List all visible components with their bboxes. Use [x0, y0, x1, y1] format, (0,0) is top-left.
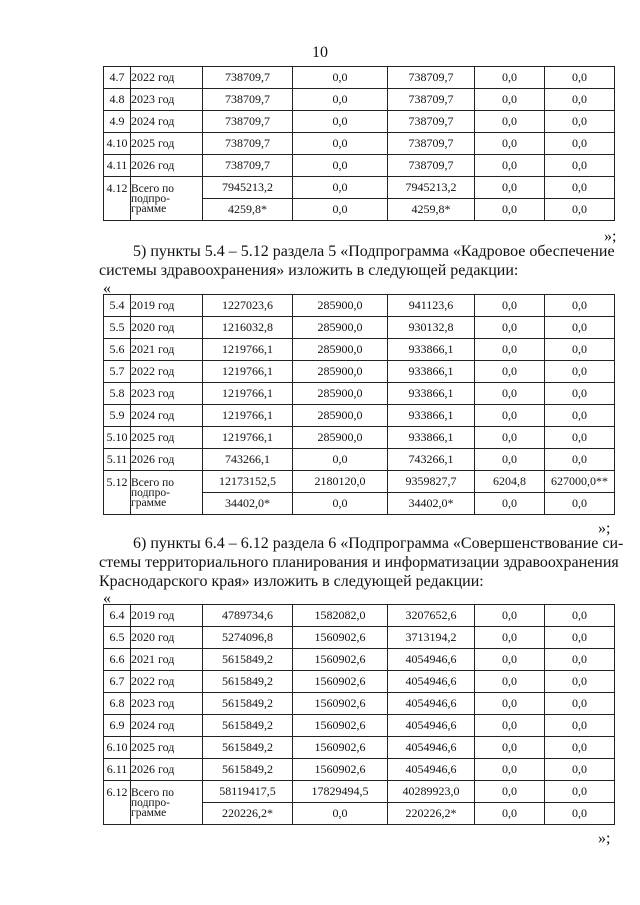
total-label: [131, 177, 203, 221]
value-cell: 0,0: [545, 89, 615, 111]
paragraph-line: системы здравоохранения» изложить в следующей редакции:: [99, 262, 519, 279]
row-number: 6.7: [104, 671, 131, 693]
value-cell: 0,0: [475, 339, 545, 361]
row-year: 2021 год: [131, 649, 203, 671]
value-cell: 5615849,2: [203, 715, 293, 737]
value-cell: 0,0: [475, 295, 545, 317]
value-cell: 0,0: [545, 605, 615, 627]
row-number: 6.6: [104, 649, 131, 671]
row-year: 2019 год: [131, 605, 203, 627]
total-value-cell: 0,0: [475, 803, 545, 825]
total-value-cell: 7945213,2: [388, 177, 475, 199]
value-cell: 933866,1: [388, 339, 475, 361]
value-cell: 0,0: [475, 759, 545, 781]
row-number: 6.10: [104, 737, 131, 759]
row-year: 2021 год: [131, 339, 203, 361]
closing-quote: »;: [604, 228, 617, 245]
table-body: [104, 67, 615, 221]
row-number: 5.7: [104, 361, 131, 383]
total-value-cell: 34402,0*: [203, 493, 293, 515]
value-cell: 1219766,1: [203, 405, 293, 427]
value-cell: 0,0: [545, 427, 615, 449]
value-cell: 0,0: [293, 111, 388, 133]
value-cell: 738709,7: [203, 111, 293, 133]
row-number: 5.9: [104, 405, 131, 427]
table-body: [104, 605, 615, 825]
total-value-cell: 0,0: [475, 177, 545, 199]
value-cell: 285900,0: [293, 317, 388, 339]
value-cell: 930132,8: [388, 317, 475, 339]
value-cell: 738709,7: [388, 111, 475, 133]
row-year: 2024 год: [131, 111, 203, 133]
total-label-line: подпро-: [131, 192, 170, 205]
value-cell: 0,0: [475, 449, 545, 471]
value-cell: 0,0: [293, 449, 388, 471]
row-number: 6.9: [104, 715, 131, 737]
value-cell: 0,0: [545, 361, 615, 383]
row-year: 2022 год: [131, 67, 203, 89]
value-cell: 0,0: [475, 133, 545, 155]
row-year: 2024 год: [131, 715, 203, 737]
total-value-cell: 34402,0*: [388, 493, 475, 515]
value-cell: 0,0: [475, 317, 545, 339]
paragraph-line: 6) пункты 6.4 – 6.12 раздела 6 «Подпрограмма «Совершенствование си-: [133, 535, 624, 552]
value-cell: 0,0: [475, 155, 545, 177]
value-cell: 4789734,6: [203, 605, 293, 627]
table-row: [104, 605, 615, 627]
row-number: 4.12: [104, 177, 131, 221]
table-row: [104, 111, 615, 133]
value-cell: 933866,1: [388, 405, 475, 427]
table-row: [104, 671, 615, 693]
value-cell: 0,0: [545, 671, 615, 693]
value-cell: 0,0: [545, 133, 615, 155]
table-row: [104, 427, 615, 449]
value-cell: 0,0: [475, 605, 545, 627]
row-number: 5.8: [104, 383, 131, 405]
row-number: 6.5: [104, 627, 131, 649]
value-cell: 0,0: [475, 427, 545, 449]
value-cell: 0,0: [475, 649, 545, 671]
total-value-cell: 0,0: [475, 781, 545, 803]
value-cell: 738709,7: [203, 155, 293, 177]
row-number: 5.6: [104, 339, 131, 361]
value-cell: 1582082,0: [293, 605, 388, 627]
total-value-cell: 12173152,5: [203, 471, 293, 493]
value-cell: 0,0: [545, 339, 615, 361]
value-cell: 0,0: [545, 155, 615, 177]
value-cell: 1219766,1: [203, 383, 293, 405]
value-cell: 738709,7: [203, 67, 293, 89]
value-cell: 0,0: [545, 405, 615, 427]
total-value-cell: 0,0: [293, 177, 388, 199]
value-cell: 0,0: [545, 111, 615, 133]
row-year: 2020 год: [131, 627, 203, 649]
row-number: 6.4: [104, 605, 131, 627]
paragraph-item-5: [99, 242, 614, 280]
total-value-cell: 40289923,0: [388, 781, 475, 803]
row-year: 2025 год: [131, 427, 203, 449]
table-row: [104, 649, 615, 671]
value-cell: 3713194,2: [388, 627, 475, 649]
total-value-cell: 0,0: [293, 493, 388, 515]
total-label: [131, 781, 203, 825]
value-cell: 5615849,2: [203, 649, 293, 671]
row-year: 2019 год: [131, 295, 203, 317]
total-value-cell: 627000,0**: [545, 471, 615, 493]
table-row: [104, 737, 615, 759]
total-label-line: Всего по: [131, 786, 174, 799]
total-value-cell: 7945213,2: [203, 177, 293, 199]
table-row: [104, 295, 615, 317]
table-row: [104, 317, 615, 339]
closing-quote: »;: [598, 520, 611, 537]
value-cell: 738709,7: [388, 89, 475, 111]
value-cell: 285900,0: [293, 383, 388, 405]
total-value-cell: 220226,2*: [203, 803, 293, 825]
value-cell: 5615849,2: [203, 671, 293, 693]
total-label-line: подпро-: [131, 796, 170, 809]
total-label-line: грамме: [131, 806, 167, 819]
table-row: [104, 449, 615, 471]
value-cell: 4054946,6: [388, 693, 475, 715]
row-year: 2026 год: [131, 449, 203, 471]
row-number: 4.8: [104, 89, 131, 111]
value-cell: 0,0: [293, 67, 388, 89]
value-cell: 738709,7: [388, 67, 475, 89]
value-cell: 285900,0: [293, 361, 388, 383]
row-year: 2025 год: [131, 133, 203, 155]
value-cell: 0,0: [545, 317, 615, 339]
value-cell: 0,0: [545, 383, 615, 405]
total-value-cell: 9359827,7: [388, 471, 475, 493]
total-value-cell: 0,0: [545, 781, 615, 803]
value-cell: 4054946,6: [388, 715, 475, 737]
value-cell: 0,0: [545, 449, 615, 471]
value-cell: 1560902,6: [293, 671, 388, 693]
total-value-cell: 58119417,5: [203, 781, 293, 803]
row-number: 5.5: [104, 317, 131, 339]
value-cell: 4054946,6: [388, 759, 475, 781]
value-cell: 5615849,2: [203, 693, 293, 715]
value-cell: 1219766,1: [203, 339, 293, 361]
total-value-cell: 0,0: [475, 493, 545, 515]
value-cell: 0,0: [293, 133, 388, 155]
value-cell: 743266,1: [388, 449, 475, 471]
value-cell: 0,0: [545, 737, 615, 759]
total-value-cell: 17829494,5: [293, 781, 388, 803]
row-year: 2020 год: [131, 317, 203, 339]
value-cell: 0,0: [475, 405, 545, 427]
value-cell: 0,0: [475, 715, 545, 737]
table-program-4: [103, 66, 615, 221]
table-row: [104, 155, 615, 177]
table-row: [104, 383, 615, 405]
value-cell: 1560902,6: [293, 627, 388, 649]
total-value-cell: 0,0: [545, 199, 615, 221]
closing-quote: »;: [598, 830, 611, 847]
total-label-line: подпро-: [131, 486, 170, 499]
total-value-cell: 0,0: [293, 803, 388, 825]
total-value-cell: 4259,8*: [203, 199, 293, 221]
value-cell: 1219766,1: [203, 361, 293, 383]
value-cell: 1560902,6: [293, 737, 388, 759]
row-year: 2026 год: [131, 759, 203, 781]
table-row: [104, 405, 615, 427]
total-label-line: Всего по: [131, 182, 174, 195]
value-cell: 738709,7: [203, 89, 293, 111]
total-value-cell: 2180120,0: [293, 471, 388, 493]
paragraph-line: стемы территориального планирования и информатизации здравоохранения: [99, 554, 619, 571]
total-value-cell: 0,0: [475, 199, 545, 221]
value-cell: 0,0: [475, 627, 545, 649]
value-cell: 743266,1: [203, 449, 293, 471]
value-cell: 4054946,6: [388, 671, 475, 693]
row-year: 2023 год: [131, 693, 203, 715]
table-program-5: [103, 294, 615, 515]
total-value-cell: 0,0: [545, 177, 615, 199]
value-cell: 1227023,6: [203, 295, 293, 317]
value-cell: 0,0: [545, 67, 615, 89]
row-number: 6.12: [104, 781, 131, 825]
paragraph-line: 5) пункты 5.4 – 5.12 раздела 5 «Подпрограмма «Кадровое обеспечение: [133, 243, 615, 260]
total-value-cell: 0,0: [545, 803, 615, 825]
table-row: [104, 89, 615, 111]
total-row: [104, 781, 615, 803]
row-number: 5.12: [104, 471, 131, 515]
value-cell: 0,0: [475, 111, 545, 133]
total-value-cell: 6204,8: [475, 471, 545, 493]
value-cell: 4054946,6: [388, 649, 475, 671]
paragraph-line: Краснодарского края» изложить в следующей редакции:: [99, 573, 484, 590]
row-number: 6.8: [104, 693, 131, 715]
row-number: 5.11: [104, 449, 131, 471]
value-cell: 0,0: [545, 649, 615, 671]
table-row: [104, 361, 615, 383]
value-cell: 0,0: [475, 89, 545, 111]
value-cell: 738709,7: [388, 133, 475, 155]
total-row: [104, 471, 615, 493]
total-value-cell: 0,0: [293, 199, 388, 221]
value-cell: 3207652,6: [388, 605, 475, 627]
row-year: 2022 год: [131, 361, 203, 383]
value-cell: 738709,7: [388, 155, 475, 177]
value-cell: 933866,1: [388, 427, 475, 449]
row-number: 4.7: [104, 67, 131, 89]
value-cell: 0,0: [475, 67, 545, 89]
value-cell: 941123,6: [388, 295, 475, 317]
value-cell: 1219766,1: [203, 427, 293, 449]
value-cell: 0,0: [545, 693, 615, 715]
opening-quote: «: [103, 590, 111, 607]
value-cell: 285900,0: [293, 427, 388, 449]
row-year: 2022 год: [131, 671, 203, 693]
total-row: [104, 177, 615, 199]
value-cell: 0,0: [475, 671, 545, 693]
value-cell: 0,0: [545, 759, 615, 781]
value-cell: 285900,0: [293, 295, 388, 317]
value-cell: 1216032,8: [203, 317, 293, 339]
value-cell: 285900,0: [293, 339, 388, 361]
total-label-line: грамме: [131, 202, 167, 215]
row-year: 2023 год: [131, 383, 203, 405]
value-cell: 0,0: [293, 155, 388, 177]
opening-quote: «: [103, 280, 111, 297]
total-label-line: грамме: [131, 496, 167, 509]
value-cell: 5274096,8: [203, 627, 293, 649]
value-cell: 1560902,6: [293, 759, 388, 781]
value-cell: 738709,7: [203, 133, 293, 155]
value-cell: 0,0: [545, 715, 615, 737]
row-year: 2026 год: [131, 155, 203, 177]
value-cell: 0,0: [475, 383, 545, 405]
table-program-6: [103, 604, 615, 825]
row-year: 2024 год: [131, 405, 203, 427]
total-value-cell: 220226,2*: [388, 803, 475, 825]
table-row: [104, 693, 615, 715]
value-cell: 933866,1: [388, 383, 475, 405]
row-number: 4.9: [104, 111, 131, 133]
value-cell: 5615849,2: [203, 759, 293, 781]
row-number: 5.4: [104, 295, 131, 317]
row-number: 6.11: [104, 759, 131, 781]
total-label: [131, 471, 203, 515]
page-number: 10: [312, 44, 328, 61]
value-cell: 5615849,2: [203, 737, 293, 759]
table-row: [104, 133, 615, 155]
row-number: 4.10: [104, 133, 131, 155]
value-cell: 933866,1: [388, 361, 475, 383]
table-body: [104, 295, 615, 515]
value-cell: 0,0: [475, 693, 545, 715]
value-cell: 0,0: [293, 89, 388, 111]
value-cell: 0,0: [545, 295, 615, 317]
value-cell: 0,0: [545, 627, 615, 649]
paragraph-item-6: [99, 534, 624, 591]
value-cell: 1560902,6: [293, 715, 388, 737]
table-row: [104, 759, 615, 781]
row-year: 2025 год: [131, 737, 203, 759]
total-value-cell: 0,0: [545, 493, 615, 515]
table-row: [104, 339, 615, 361]
total-label-line: Всего по: [131, 476, 174, 489]
row-year: 2023 год: [131, 89, 203, 111]
table-row: [104, 715, 615, 737]
value-cell: 285900,0: [293, 405, 388, 427]
value-cell: 4054946,6: [388, 737, 475, 759]
row-number: 5.10: [104, 427, 131, 449]
value-cell: 1560902,6: [293, 693, 388, 715]
total-value-cell: 4259,8*: [388, 199, 475, 221]
value-cell: 0,0: [475, 361, 545, 383]
row-number: 4.11: [104, 155, 131, 177]
value-cell: 1560902,6: [293, 649, 388, 671]
table-row: [104, 627, 615, 649]
value-cell: 0,0: [475, 737, 545, 759]
table-row: [104, 67, 615, 89]
